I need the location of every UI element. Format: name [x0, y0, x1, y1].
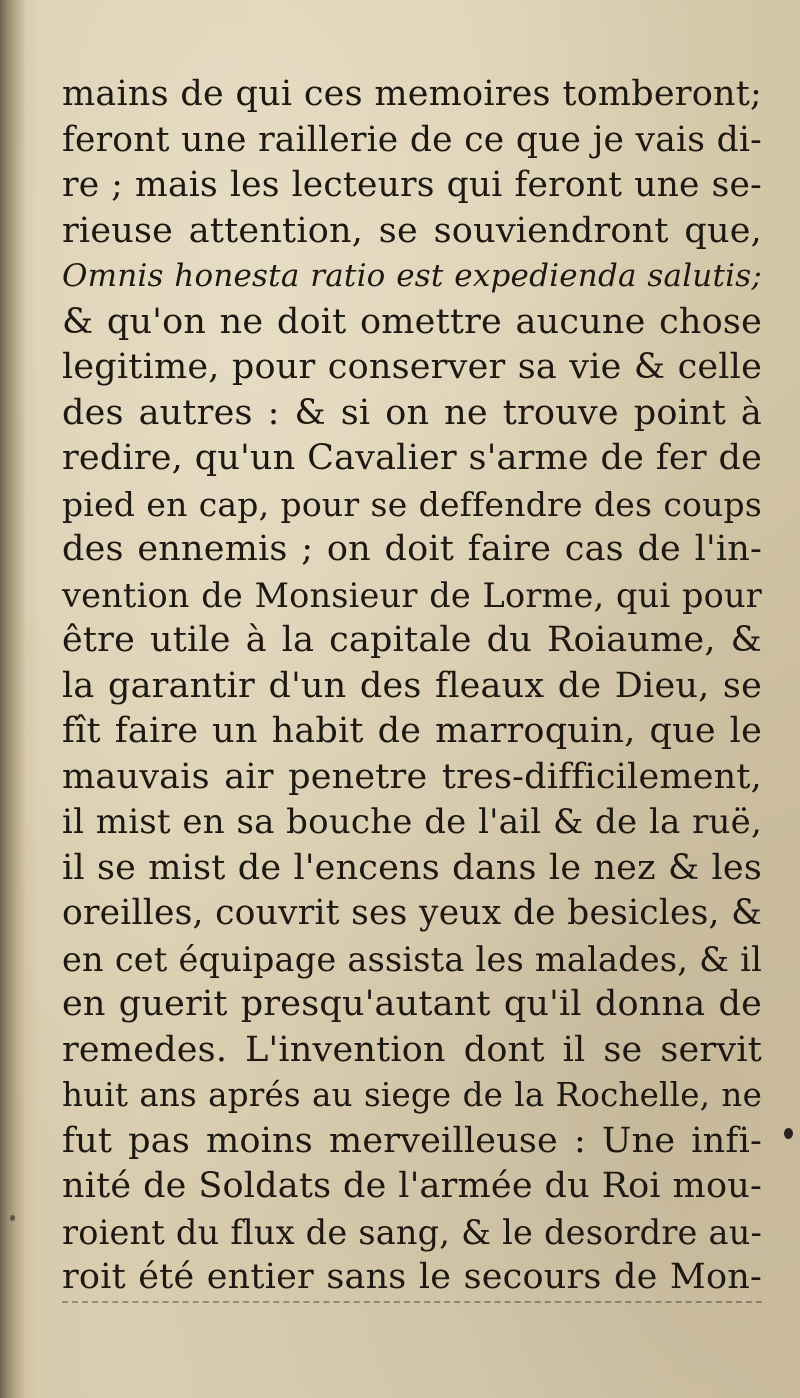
text-line: legitime, pour conserver sa vie & celle — [62, 347, 762, 387]
text-line: nité de Soldats de l'armée du Roi mou- — [62, 1166, 762, 1206]
text-line-last: roit été entier sans le secours de Mon- — [62, 1255, 762, 1303]
ink-spot — [10, 1215, 15, 1221]
text-line: roient du flux de sang, & le desordre au- — [62, 1212, 762, 1252]
text-line: des ennemis ; on doit faire cas de l'in- — [62, 529, 762, 569]
text-line: fut pas moins merveilleuse : Une infi- — [62, 1120, 762, 1161]
text-line: pied en cap, pour se deffendre des coups — [62, 484, 762, 524]
text-line: huit ans aprés au siege de la Rochelle, ne — [62, 1076, 762, 1114]
text-line: il se mist de l'encens dans le nez & les — [62, 847, 762, 888]
text-line: vention de Monsieur de Lorme, qui pour — [62, 575, 762, 615]
text-line: rieuse attention, se souviendront que, — [62, 210, 762, 251]
text-line: en cet équipage assista les malades, & il — [62, 939, 762, 979]
text-line: mauvais air penetre tres-difficilement, — [62, 756, 762, 797]
text-line: oreilles, couvrit ses yeux de besicles, & — [62, 893, 762, 933]
ink-spot — [784, 1128, 793, 1139]
text-line: des autres : & si on ne trouve point à — [62, 392, 762, 433]
text-line: redire, qu'un Cavalier s'arme de fer de — [62, 438, 762, 478]
text-line: re ; mais les lecteurs qui feront une se- — [62, 165, 762, 205]
text-line: remedes. L'invention dont il se servit — [62, 1029, 762, 1070]
text-line: mains de qui ces memoires tomberont; — [62, 74, 762, 114]
page-gutter-shadow — [0, 0, 26, 1398]
page-body-text — [62, 72, 762, 1303]
text-line: la garantir d'un des fleaux de Dieu, se — [62, 665, 762, 706]
text-line: fît faire un habit de marroquin, que le — [62, 711, 762, 751]
text-line: il mist en sa bouche de l'ail & de la ruë, — [62, 802, 762, 842]
latin-quote-line: Omnis honesta ratio est expedienda salutis; — [62, 258, 762, 294]
text-line: feront une raillerie de ce que je vais di- — [62, 119, 762, 160]
text-line: être utile à la capitale du Roiaume, & — [62, 620, 762, 660]
text-line: en guerit presqu'autant qu'il donna de — [62, 984, 762, 1024]
text-line: & qu'on ne doit omettre aucune chose — [62, 301, 762, 342]
